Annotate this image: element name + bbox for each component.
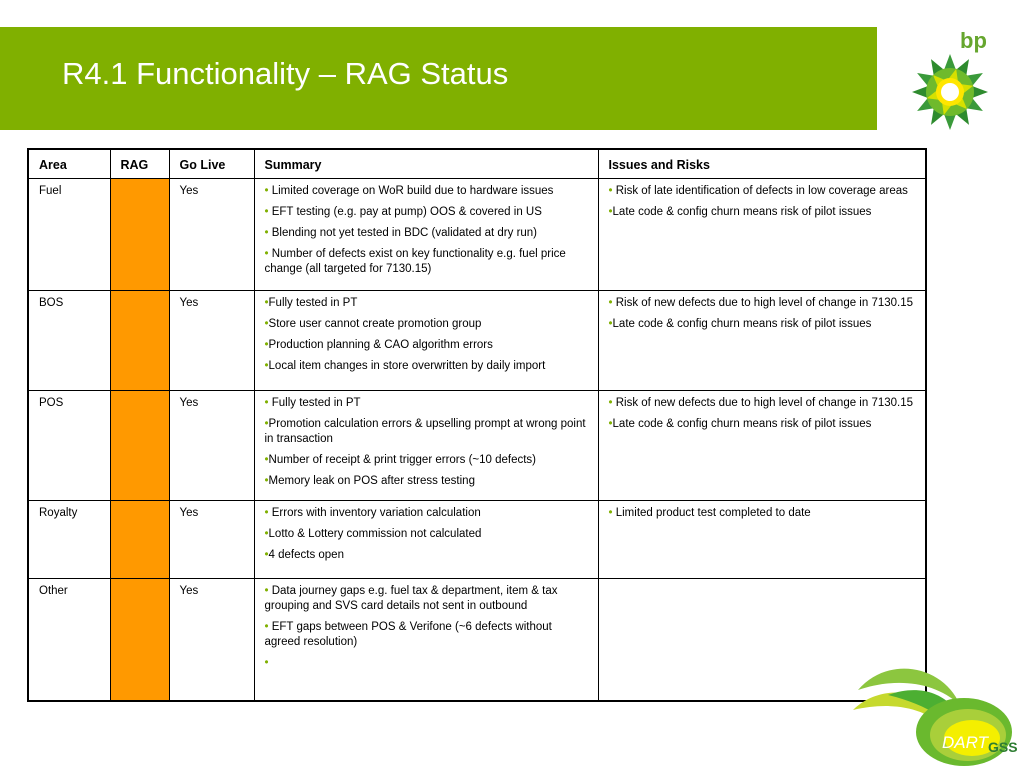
bullet-item: •Fully tested in PT: [264, 297, 358, 309]
bullet-item: • Risk of new defects due to high level of change in 7130.15: [608, 297, 914, 309]
area-cell: BOS: [28, 291, 110, 391]
bullet-item: •Lotto & Lottery commission not calculated: [264, 528, 482, 540]
page-title: R4.1 Functionality – RAG Status: [62, 56, 509, 91]
column-header-go-live: Go Live: [169, 149, 254, 179]
summary-cell: [254, 579, 598, 701]
bp-wordmark: bp: [960, 28, 987, 53]
go-live-cell: Yes: [169, 391, 254, 501]
bullet-item: •Late code & config churn means risk of pilot issues: [608, 206, 872, 218]
bullet-item: • Risk of late identification of defects in low coverage areas: [608, 185, 908, 197]
dart-text: DART: [942, 733, 988, 752]
helios-icon: [910, 52, 990, 132]
bullet-item: • Limited product test completed to date: [608, 507, 811, 519]
bullet-item: • Number of defects exist on key functionality e.g. fuel price change (all targeted for 7130.15): [264, 248, 566, 275]
bullet-item: •Late code & config churn means risk of pilot issues: [608, 318, 872, 330]
bullet-item: •Memory leak on POS after stress testing: [264, 475, 475, 487]
table-row: [28, 179, 926, 291]
table-row: [28, 291, 926, 391]
bullet-item: • Fully tested in PT: [264, 397, 361, 409]
issues-cell: [598, 291, 926, 391]
bullet-item: •Promotion calculation errors & upselling prompt at wrong point in transaction: [264, 418, 586, 445]
area-cell: Other: [28, 579, 110, 701]
summary-cell: [254, 391, 598, 501]
column-header-area: Area: [28, 149, 110, 179]
dart-swoosh-icon: [848, 660, 1024, 768]
rag-status-cell: [110, 579, 169, 701]
bullet-item: •Store user cannot create promotion group: [264, 318, 482, 330]
bullet-item: • Blending not yet tested in BDC (validated at dry run): [264, 227, 538, 239]
area-cell: POS: [28, 391, 110, 501]
column-header-summary: Summary: [254, 149, 598, 179]
rag-status-cell: [110, 291, 169, 391]
issues-cell: [598, 501, 926, 579]
issues-cell: [598, 391, 926, 501]
bullet-item: •Number of receipt & print trigger errors (~10 defects): [264, 454, 537, 466]
area-cell: Fuel: [28, 179, 110, 291]
table-header-row: [28, 149, 926, 179]
bullet-item: •: [264, 657, 269, 669]
rag-status-cell: [110, 179, 169, 291]
column-header-rag: RAG: [110, 149, 169, 179]
summary-cell: [254, 291, 598, 391]
rag-status-cell: [110, 501, 169, 579]
bullet-item: • Errors with inventory variation calculation: [264, 507, 481, 519]
go-live-cell: Yes: [169, 179, 254, 291]
rag-status-table: [27, 148, 927, 702]
area-cell: Royalty: [28, 501, 110, 579]
table-row: [28, 391, 926, 501]
go-live-cell: Yes: [169, 579, 254, 701]
bullet-item: • EFT gaps between POS & Verifone (~6 defects without agreed resolution): [264, 621, 552, 648]
table-row: [28, 579, 926, 701]
bullet-item: • Risk of new defects due to high level of change in 7130.15: [608, 397, 914, 409]
rag-status-cell: [110, 391, 169, 501]
gss-text: GSS: [988, 739, 1018, 755]
bullet-item: •Local item changes in store overwritten by daily import: [264, 360, 546, 372]
bullet-item: • Data journey gaps e.g. fuel tax & department, item & tax grouping and SVS card details not sent in outbound: [264, 585, 558, 612]
bullet-item: • Limited coverage on WoR build due to hardware issues: [264, 185, 554, 197]
bp-logo: [905, 28, 995, 132]
summary-cell: [254, 179, 598, 291]
bullet-item: • EFT testing (e.g. pay at pump) OOS & covered in US: [264, 206, 542, 218]
dart-gss-logo: [848, 660, 1024, 768]
column-header-issues: Issues and Risks: [598, 149, 926, 179]
go-live-cell: Yes: [169, 291, 254, 391]
summary-cell: [254, 501, 598, 579]
bullet-item: •Late code & config churn means risk of pilot issues: [608, 418, 872, 430]
table-row: [28, 501, 926, 579]
go-live-cell: Yes: [169, 501, 254, 579]
bullet-item: •4 defects open: [264, 549, 344, 561]
bullet-item: •Production planning & CAO algorithm errors: [264, 339, 493, 351]
issues-cell: [598, 179, 926, 291]
